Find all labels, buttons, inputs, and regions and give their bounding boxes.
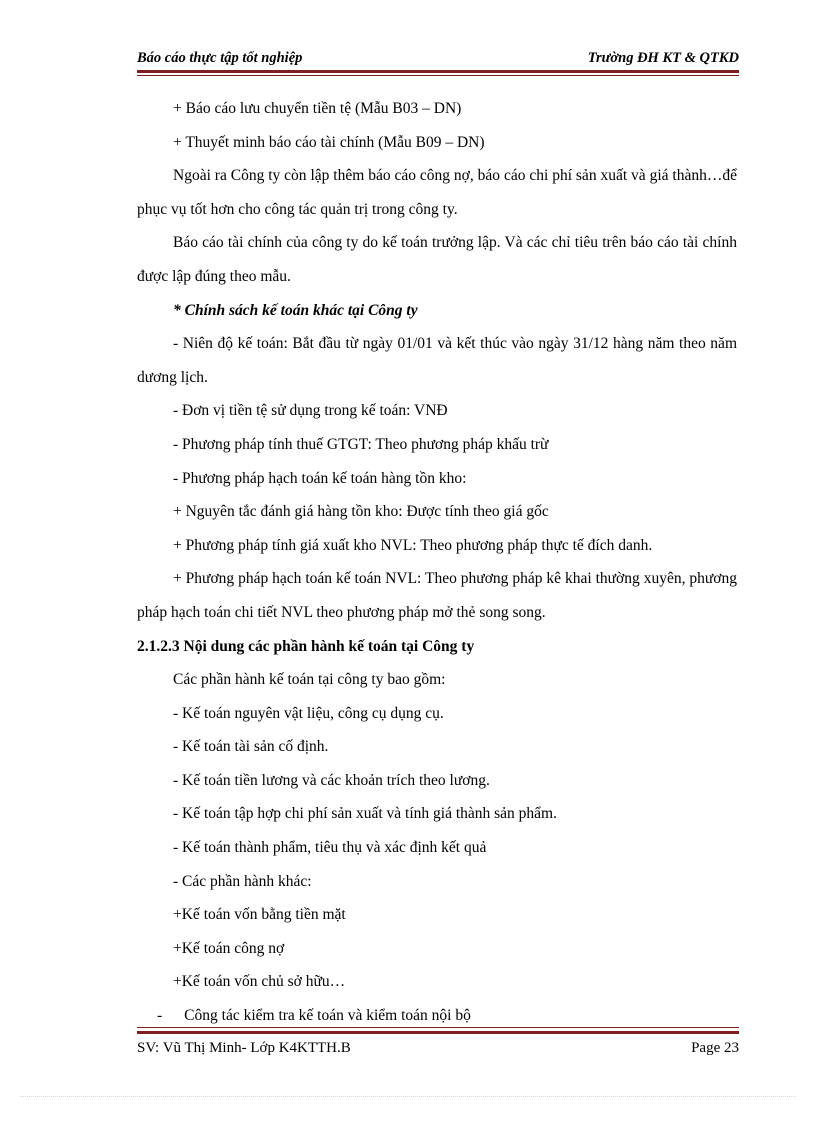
footer-author: SV: Vũ Thị Minh- Lớp K4KTTH.B [137,1040,351,1056]
paragraph-material-accounting: + Phương pháp hạch toán kế toán NVL: Theo phương pháp kê khai thường xuyên, phương pháp hạch toán chi tiết NVL theo phương pháp mở thẻ song song. [137,570,737,621]
list-item: - Kế toán tiền lương và các khoản trích theo lương. [173,771,490,789]
header-rule-thin [137,75,739,76]
list-item-audit-text: Công tác kiểm tra kế toán và kiểm toán nội bộ [184,1007,471,1025]
line-report-notes: + Thuyết minh báo cáo tài chính (Mẫu B09 – DN) [173,133,485,151]
document-body [137,92,737,1033]
list-item: - Kế toán thành phẩm, tiêu thụ và xác định kết quả [173,839,487,857]
list-item: - Kế toán tập hợp chi phí sản xuất và tính giá thành sản phẩm. [173,805,557,823]
header-right: Trường ĐH KT & QTKD [587,50,739,66]
page-number: Page 23 [691,1040,739,1056]
bullet-dash: - [157,1007,163,1025]
list-item: +Kế toán vốn chủ sở hữu… [173,973,346,991]
line-report-cashflow: + Báo cáo lưu chuyển tiền tệ (Mẫu B03 – DN) [173,100,462,117]
footer-rule-thick [137,1031,739,1034]
list-item: +Kế toán công nợ [173,939,285,957]
list-item: - Các phần hành khác: [173,872,312,890]
page-boundary-line [20,1096,796,1097]
list-item: - Kế toán nguyên vật liệu, công cụ dụng cụ. [173,704,444,722]
line-inventory-valuation: + Nguyên tắc đánh giá hàng tồn kho: Được tính theo giá gốc [173,503,549,521]
header-left: Báo cáo thực tập tốt nghiệp [137,50,303,66]
line-material-pricing: + Phương pháp tính giá xuất kho NVL: Theo phương pháp thực tế đích danh. [173,536,653,554]
list-item: +Kế toán vốn bằng tiền mặt [173,906,346,924]
header-rule-thick [137,70,739,73]
paragraph-financial-report: Báo cáo tài chính của công ty do kế toán trưởng lập. Và các chỉ tiêu trên báo cáo tài chính được lập đúng theo mẫu. [137,234,737,285]
heading-section-2-1-2-3: 2.1.2.3 Nội dung các phần hành kế toán tại Công ty [137,637,475,655]
line-inventory-method: - Phương pháp hạch toán kế toán hàng tồn kho: [173,469,467,487]
heading-accounting-policy: * Chính sách kế toán khác tại Công ty [173,301,418,319]
paragraph-fiscal-year: - Niên độ kế toán: Bắt đầu từ ngày 01/01 và kết thúc vào ngày 31/12 hàng năm theo năm dương lịch. [137,335,737,386]
list-item: - Kế toán tài sản cố định. [173,738,329,756]
page-header [137,50,739,67]
line-parts-intro: Các phần hành kế toán tại công ty bao gồm: [173,671,446,689]
page-footer [137,1040,739,1057]
line-vat-method: - Phương pháp tính thuế GTGT: Theo phương pháp khấu trừ [173,435,549,453]
line-currency: - Đơn vị tiền tệ sử dụng trong kế toán: VNĐ [173,402,448,420]
footer-rule-thin [137,1027,739,1028]
paragraph-other-reports: Ngoài ra Công ty còn lập thêm báo cáo công nợ, báo cáo chi phí sản xuất và giá thành…để phục vụ tốt hơn cho công tác quản trị trong công ty. [137,167,737,218]
